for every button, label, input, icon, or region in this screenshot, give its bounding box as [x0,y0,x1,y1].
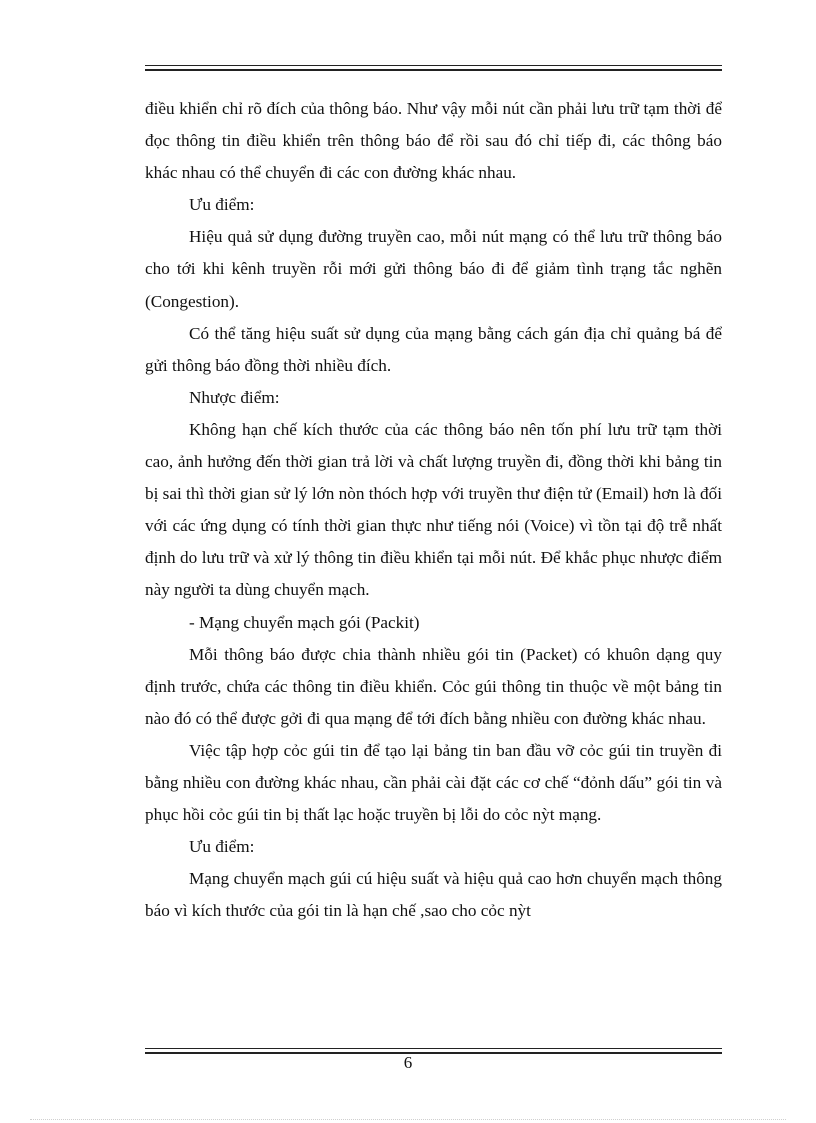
paragraph: Hiệu quả sử dụng đường truyền cao, mỗi nút mạng có thể lưu trữ thông báo cho tới khi kênh truyền rỗi mới gửi thông báo đi để giảm tình trạng tắc nghẽn (Congestion). [145,227,722,311]
page-edge-divider [30,1119,786,1120]
paragraph: Mạng chuyển mạch gúi cú hiệu suất và hiệu quả cao hơn chuyển mạch thông báo vì kích thước của gói tin là hạn chế ,sao cho cỏc nỳt [145,869,722,921]
paragraph: Việc tập hợp cỏc gúi tin để tạo lại bảng tin ban đầu vỡ cỏc gúi tin truyền đi bằng nhiều con đường khác nhau, cần phải cài đặt các cơ chế “đỏnh dấu” gói tin và phục hồi cỏc gúi tin bị thất lạc hoặc truyền bị lỗi do cỏc nỳt mạng. [145,740,722,825]
page-number: 6 [403,1053,413,1072]
paragraph-continuation: điều khiển chỉ rõ đích của thông báo. Như vậy mỗi nút cần phải lưu trữ tạm thời để đọc thông tin điều khiển trên thông báo để rồi sau đó chỉ tiếp đi, các thông báo khác nhau có thể chuyển đi các con đường khác nhau. [145,99,722,183]
header-rule [145,65,722,71]
paragraph: Mỗi thông báo được chia thành nhiều gói tin (Packet) có khuôn dạng quy định trước, chứa các thông tin điều khiển. Cỏc gúi thông tin thuộc về một bảng tin nào đó có thể được gởi đi qua mạng để tới đích bằng nhiều con đường khác nhau. [145,644,722,728]
heading-disadvantages: Nhược điểm: [189,387,280,407]
section-heading: - Mạng chuyển mạch gói (Packit) [189,612,420,632]
heading-advantages: Ưu điểm: [189,837,255,857]
heading-advantages: Ưu điểm: [189,195,255,215]
paragraph: Có thể tăng hiệu suất sử dụng của mạng bằng cách gán địa chỉ quảng bá để gửi thông báo đồng thời nhiều đích. [145,323,722,375]
paragraph: Không hạn chế kích thước của các thông báo nên tốn phí lưu trữ tạm thời cao, ảnh hưởng đến thời gian trả lời và chất lượng truyền đi, đồng thời khi bảng tin bị sai thì thời gian sử lý lớn nòn thóch hợp với truyền thư điện tử (Email) hơn là đối với các ứng dụng có tính thời gian thực như tiếng nói (Voice) vì tồn tại độ trễ nhất định do lưu trữ và xử lý thông tin điều khiển tại mỗi nút. Để khắc phục nhược điểm này người ta dùng chuyển mạch. [145,419,723,600]
body-text [145,93,722,927]
